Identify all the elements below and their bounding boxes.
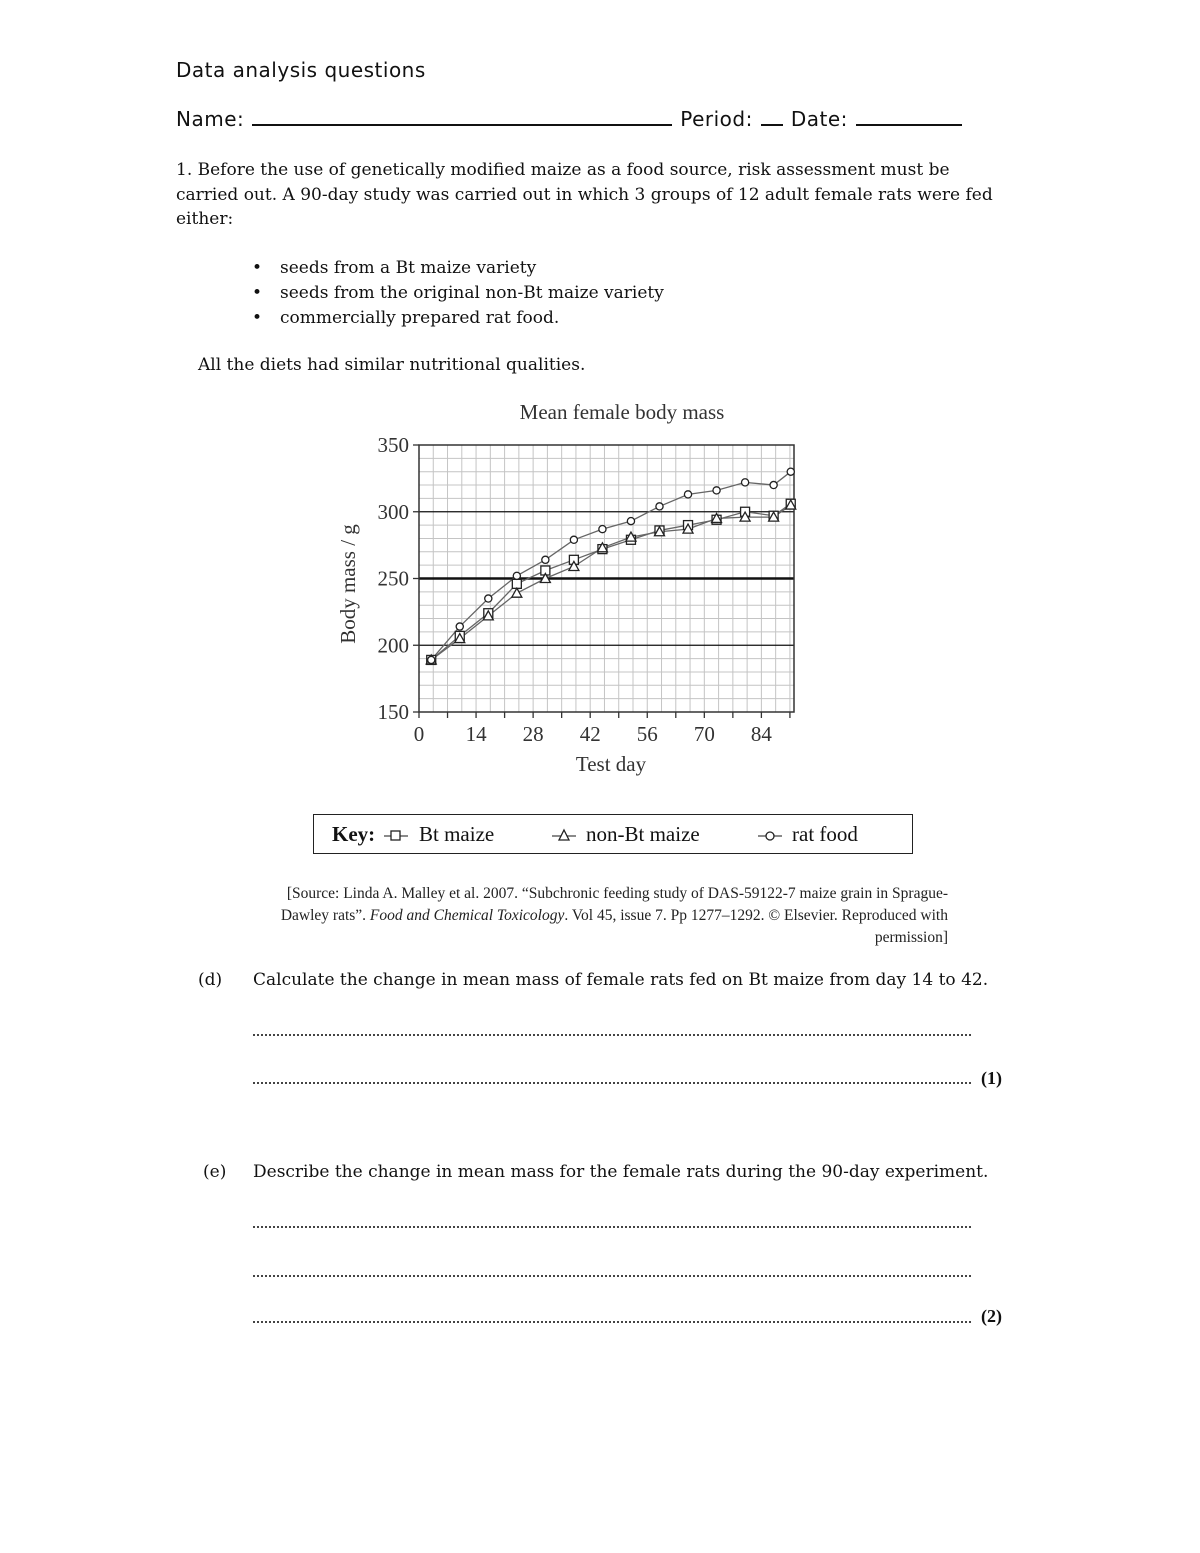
data-point-rat-food <box>656 503 663 510</box>
y-tick-label: 150 <box>377 700 409 724</box>
data-point-rat-food <box>770 481 777 488</box>
part-e-question: Describe the change in mean mass for the female rats during the 90-day experiment. <box>253 1162 989 1182</box>
answer-line[interactable] <box>253 1034 971 1036</box>
legend-bt-label: Bt maize <box>419 822 495 846</box>
data-point-rat-food <box>787 468 794 475</box>
journal-name: Food and Chemical Toxicology <box>369 907 565 924</box>
y-tick-label: 200 <box>377 633 409 658</box>
answer-line[interactable] <box>253 1275 971 1277</box>
question-1-intro: 1. Before the use of genetically modified maize as a food source, risk assessment must be carried out. A 90-day study was carried out in which 3 groups of 12 adult female rats were fed either: <box>176 160 993 229</box>
legend-bt-marker <box>384 827 408 843</box>
y-axis-label: Body mass / g <box>336 524 360 644</box>
citation-line-2 <box>180 905 948 927</box>
key-label: Key: <box>332 822 376 846</box>
data-point-rat-food <box>741 479 748 486</box>
part-d-question: Calculate the change in mean mass of female rats fed on Bt maize from day 14 to 42. <box>253 970 989 990</box>
data-point-rat-food <box>513 572 520 579</box>
chart-title: Mean female body mass <box>519 400 725 424</box>
worksheet-title: Data analysis questions <box>176 58 426 82</box>
data-point-rat-food <box>627 517 634 524</box>
y-tick-labels <box>378 433 410 724</box>
x-tick-labels <box>414 722 773 746</box>
y-tick-label: 350 <box>377 433 409 457</box>
data-point-rat-food <box>428 656 435 663</box>
y-tick-label: 300 <box>377 499 409 524</box>
citation-line-1: [Source: Linda A. Malley et al. 2007. “Subchronic feeding study of DAS-59122-7 maize grain in Sprague- <box>286 885 948 902</box>
legend-ratfood-label: rat food <box>792 822 858 846</box>
x-tick-label: 28 <box>522 722 544 746</box>
part-e-marks: (2) <box>981 1306 1002 1326</box>
x-tick-label: 42 <box>579 722 601 746</box>
data-point-rat-food <box>599 526 606 533</box>
citation-text: . Vol 45, issue 7. Pp 1277–1292. © Elsevier. Reproduced with <box>564 907 948 924</box>
part-d-label: (d) <box>198 970 223 990</box>
x-tick-label: 0 <box>413 722 425 746</box>
x-tick-label: 14 <box>465 722 487 746</box>
data-point-non-bt-maize <box>512 588 522 597</box>
legend-ratfood-marker <box>758 827 782 843</box>
list-item: • seeds from a Bt maize variety <box>252 256 664 281</box>
data-point-rat-food <box>485 595 492 602</box>
data-point-rat-food <box>456 623 463 630</box>
data-point-rat-food <box>684 491 691 498</box>
x-tick-label: 56 <box>636 722 658 746</box>
x-tick-label: 70 <box>693 722 715 746</box>
list-item: • seeds from the original non-Bt maize variety <box>252 281 664 306</box>
answer-line[interactable] <box>253 1321 971 1323</box>
x-tick-label: 84 <box>750 722 772 746</box>
diet-note: All the diets had similar nutritional qualities. <box>198 355 586 375</box>
part-e-label: (e) <box>203 1162 227 1182</box>
period-label: Period: <box>680 107 753 131</box>
answer-line[interactable] <box>253 1082 971 1084</box>
legend-nonbt-label: non-Bt maize <box>586 822 700 846</box>
answer-line[interactable] <box>253 1226 971 1228</box>
chart-major-gridlines <box>419 512 794 646</box>
data-point-rat-food <box>713 487 720 494</box>
y-tick-label: 250 <box>377 566 409 591</box>
legend-nonbt-marker <box>552 827 576 843</box>
name-label: Name: <box>176 107 245 131</box>
list-item: • commercially prepared rat food. <box>252 306 664 331</box>
data-point-rat-food <box>542 556 549 563</box>
source-citation <box>180 883 948 949</box>
part-d-marks: (1) <box>981 1068 1002 1088</box>
date-label: Date: <box>790 107 848 131</box>
series-line-non-bt-maize <box>431 505 791 660</box>
x-axis-label: Test day <box>575 752 647 776</box>
series-markers <box>426 468 796 664</box>
data-point-rat-food <box>570 536 577 543</box>
citation-text: Dawley rats”. <box>280 907 367 924</box>
chart-legend <box>313 814 913 854</box>
citation-line-3: permission] <box>874 929 948 946</box>
